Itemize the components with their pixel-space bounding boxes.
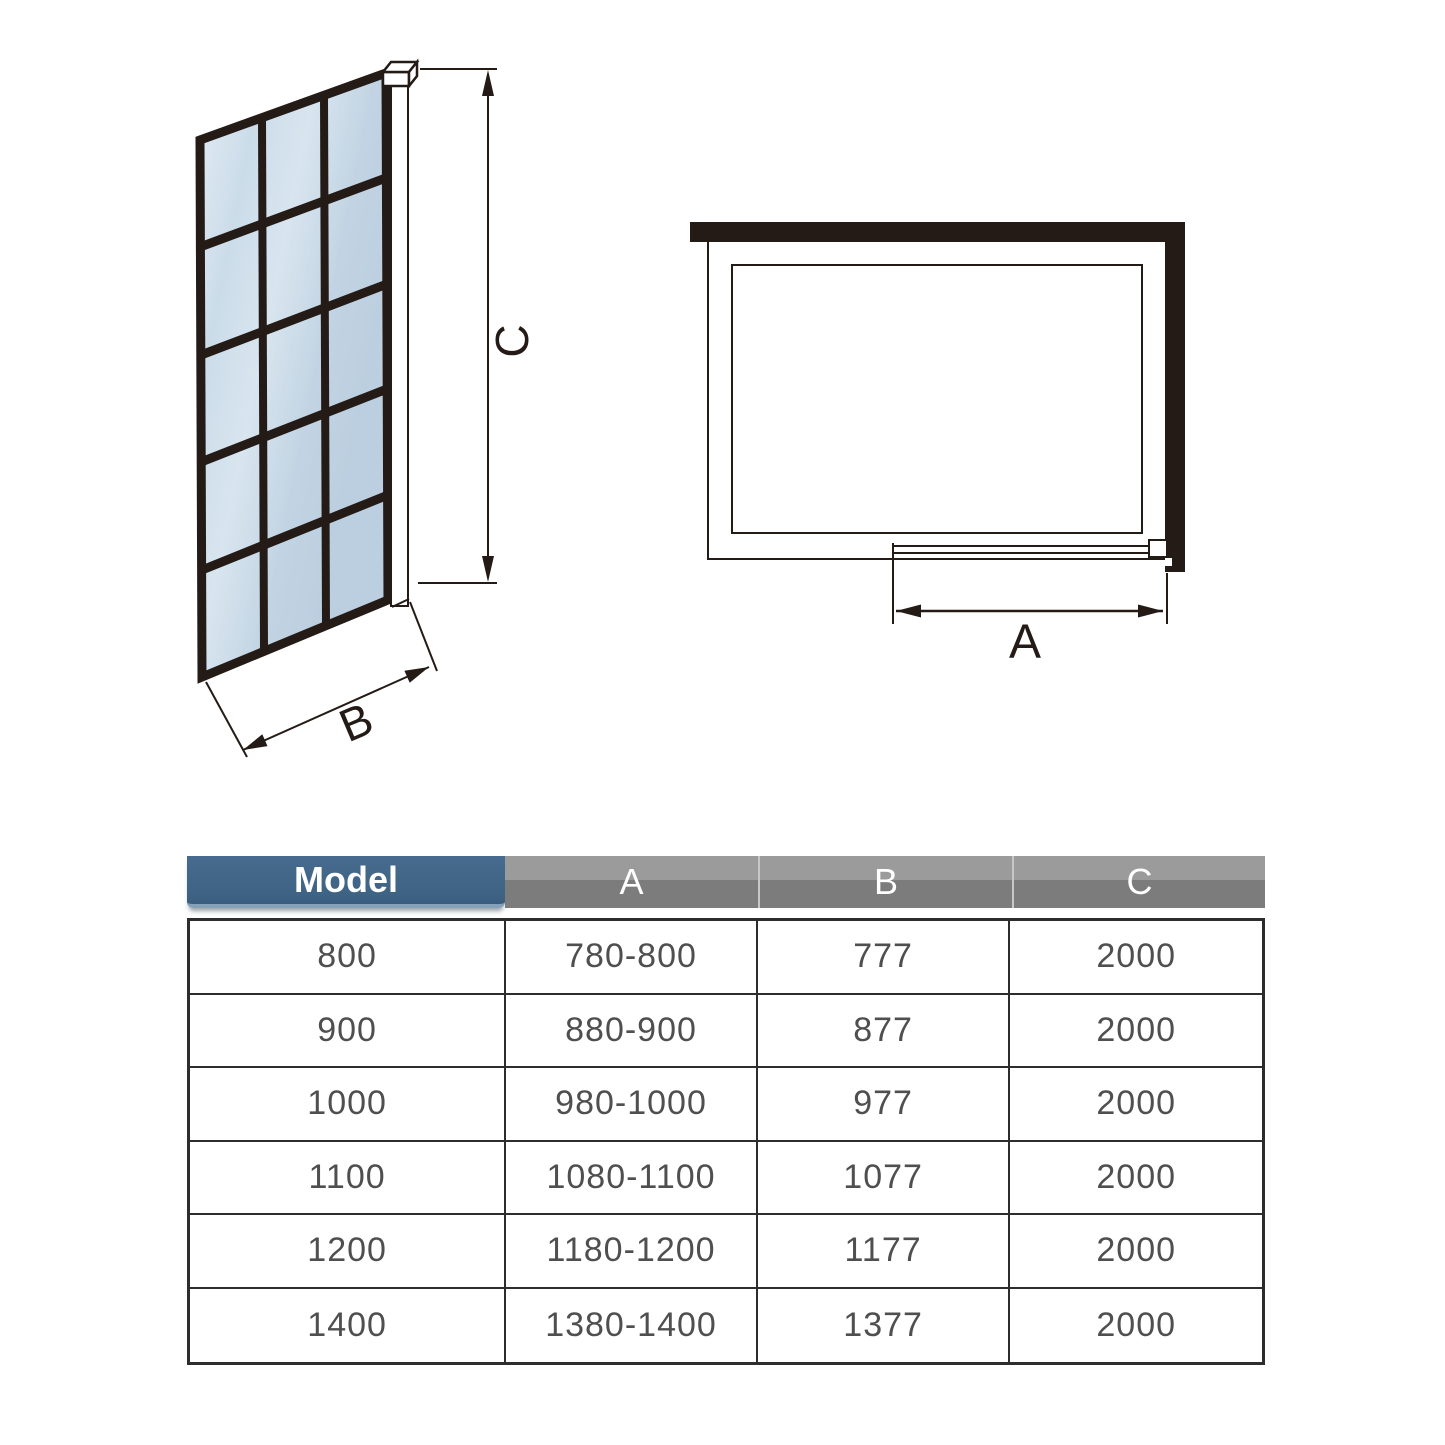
top-bracket	[383, 62, 417, 86]
dim-label-c: C	[486, 324, 538, 358]
dim-label-b: B	[331, 692, 381, 752]
cell-a: 1080-1100	[506, 1142, 758, 1216]
cell-model: 800	[190, 921, 506, 995]
cell-a: 880-900	[506, 995, 758, 1069]
cell-model: 1100	[190, 1142, 506, 1216]
wall-bracket-plan	[1149, 540, 1167, 557]
size-table-header	[187, 856, 1265, 908]
cell-model: 1400	[190, 1289, 506, 1363]
cell-b: 1377	[758, 1289, 1011, 1363]
cell-model: 1200	[190, 1215, 506, 1289]
size-table-body	[187, 918, 1265, 1365]
dimension-a	[893, 543, 1167, 669]
top-wall	[690, 222, 1185, 242]
table-header-b: B	[758, 856, 1012, 908]
cell-c: 2000	[1010, 921, 1262, 995]
shower-tray-outline	[732, 265, 1142, 533]
cell-a: 780-800	[506, 921, 758, 995]
side-view-diagram	[200, 62, 538, 757]
wall-profile	[391, 78, 409, 607]
table-header-c: C	[1012, 856, 1265, 908]
dimension-c	[418, 69, 538, 583]
cell-b: 777	[758, 921, 1011, 995]
cell-model: 1000	[190, 1068, 506, 1142]
cell-c: 2000	[1010, 1215, 1262, 1289]
cell-model: 900	[190, 995, 506, 1069]
cell-b: 1177	[758, 1215, 1011, 1289]
cell-b: 977	[758, 1068, 1011, 1142]
cell-c: 2000	[1010, 1142, 1262, 1216]
cell-b: 877	[758, 995, 1011, 1069]
right-wall	[1165, 222, 1185, 572]
cell-c: 2000	[1096, 1305, 1177, 1344]
cell-c: 2000	[1010, 1068, 1262, 1142]
cell-c: 2000	[1010, 995, 1262, 1069]
cell-a: 1180-1200	[506, 1215, 758, 1289]
table-header-model: Model	[187, 856, 505, 908]
top-view-diagram	[690, 222, 1185, 669]
room-outline	[708, 242, 1166, 559]
walls	[690, 222, 1185, 572]
cell-a: 1380-1400	[506, 1289, 758, 1363]
glass-panel	[200, 73, 388, 677]
cell-b: 1077	[758, 1142, 1011, 1216]
glass-screen-plan	[893, 540, 1172, 566]
cell-a: 980-1000	[506, 1068, 758, 1142]
table-header-a: A	[505, 856, 758, 908]
dim-label-a: A	[1008, 615, 1042, 669]
